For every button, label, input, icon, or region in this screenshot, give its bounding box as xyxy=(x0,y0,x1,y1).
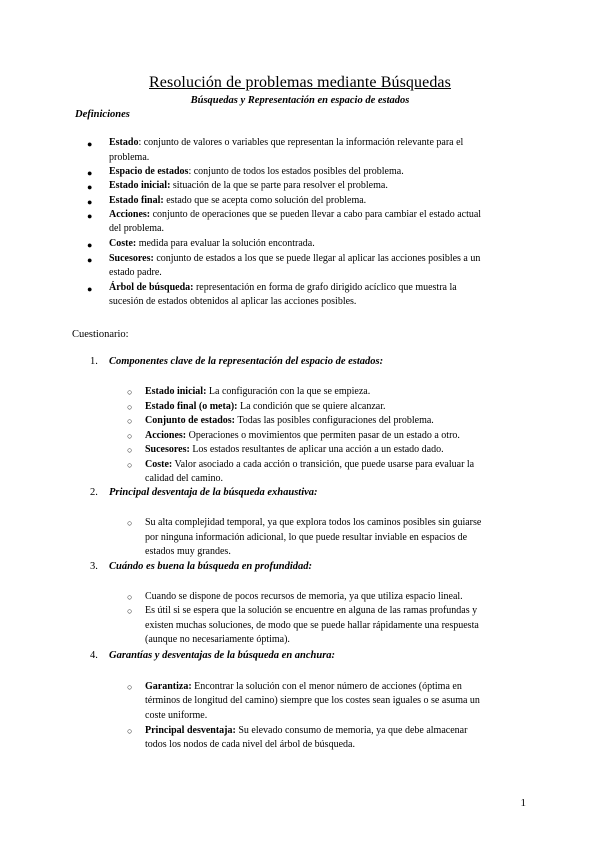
answer-text: La condición que se quiere alcanzar. xyxy=(237,401,386,412)
definition-term: Estado xyxy=(109,137,139,148)
answer-text: Operaciones o movimientos que permiten pasar de un estado a otro. xyxy=(186,430,460,441)
question-title: Garantías y desventajas de la búsqueda en anchura: xyxy=(109,650,336,661)
definition-item-coste xyxy=(109,237,315,251)
answer-term: Coste: xyxy=(145,459,173,470)
definition-item-estado-final xyxy=(109,194,366,208)
answer-line-cont: por ninguna información adicional, lo que puede resultar inviable en espacios de xyxy=(145,532,468,543)
circle-bullet-icon: ○ xyxy=(127,518,133,528)
definition-item-sucesores xyxy=(109,252,480,266)
definition-text-cont: sucesión de estados obtenidos al aplicar las acciones posibles. xyxy=(109,296,357,307)
answer-line: Es útil si se espera que la solución se encuentre en alguna de las ramas profundas y xyxy=(145,605,478,616)
answer-line: Su alta complejidad temporal, ya que explora todos los caminos posibles sin guiarse xyxy=(145,517,482,528)
document-title: Resolución de problemas mediante Búsquedas xyxy=(149,74,451,91)
definition-item-estado-inicial xyxy=(109,179,388,193)
definition-text: : conjunto de valores o variables que representan la información relevante para el xyxy=(138,137,464,148)
definitions-heading: Definiciones xyxy=(75,109,130,120)
definition-term: Estado final: xyxy=(109,195,164,206)
answer-line xyxy=(145,400,385,414)
question-number: 1. xyxy=(90,356,98,367)
answer-line-cont: estados muy grandes. xyxy=(145,546,231,557)
circle-bullet-icon: ○ xyxy=(127,416,133,426)
answer-line-cont: coste uniforme. xyxy=(145,710,208,721)
answer-term: Sucesores: xyxy=(145,444,190,455)
answer-line-cont: todos los nodos de cada nivel del árbol de búsqueda. xyxy=(145,739,355,750)
answer-line xyxy=(145,458,474,472)
definition-item-acciones xyxy=(109,208,481,222)
answer-line-cont: calidad del camino. xyxy=(145,473,224,484)
answer-line xyxy=(145,385,370,399)
bullet-icon: ● xyxy=(87,255,93,265)
answer-text: Valor asociado a cada acción o transición, que puede usarse para evaluar la xyxy=(172,459,475,470)
answer-line xyxy=(145,724,467,738)
answer-term: Estado final (o meta): xyxy=(145,401,238,412)
answer-line-cont: existen muchas soluciones, de modo que se puede hallar rápidamente una respuesta xyxy=(145,620,479,631)
question-title: Cuándo es buena la búsqueda en profundidad: xyxy=(109,561,313,572)
definition-term: Árbol de búsqueda: xyxy=(109,282,194,293)
page-number: 1 xyxy=(520,797,526,809)
definition-text: situación de la que se parte para resolver el problema. xyxy=(170,180,388,191)
definition-text: medida para evaluar la solución encontrada. xyxy=(136,238,315,249)
answer-text: Encontrar la solución con el menor número de acciones (óptima en xyxy=(191,681,462,692)
circle-bullet-icon: ○ xyxy=(127,445,133,455)
answer-line: Cuando se dispone de pocos recursos de memoria, ya que utiliza espacio lineal. xyxy=(145,591,463,602)
questionnaire-label: Cuestionario: xyxy=(72,329,129,340)
circle-bullet-icon: ○ xyxy=(127,726,133,736)
answer-line-cont: términos de longitud del camino) siempre que los costes sean iguales o se asuma un xyxy=(145,695,480,706)
circle-bullet-icon: ○ xyxy=(127,431,133,441)
definition-term: Acciones: xyxy=(109,209,151,220)
answer-text: Su elevado consumo de memoria, ya que debe almacenar xyxy=(235,725,468,736)
circle-bullet-icon: ○ xyxy=(127,402,133,412)
bullet-icon: ● xyxy=(87,211,93,221)
question-number: 3. xyxy=(90,561,98,572)
circle-bullet-icon: ○ xyxy=(127,682,133,692)
definition-text-cont: estado padre. xyxy=(109,267,162,278)
circle-bullet-icon: ○ xyxy=(127,387,133,397)
definition-text-cont: del problema. xyxy=(109,223,164,234)
answer-line xyxy=(145,414,434,428)
answer-line xyxy=(145,443,444,457)
bullet-icon: ● xyxy=(87,168,93,178)
definition-term: Coste: xyxy=(109,238,137,249)
circle-bullet-icon: ○ xyxy=(127,592,133,602)
definition-text: conjunto de estados a los que se puede llegar al aplicar las acciones posibles a un xyxy=(153,253,481,264)
definition-text-cont: problema. xyxy=(109,152,150,163)
answer-text: Todas las posibles configuraciones del problema. xyxy=(235,415,434,426)
bullet-icon: ● xyxy=(87,197,93,207)
answer-term: Conjunto de estados: xyxy=(145,415,236,426)
question-number: 2. xyxy=(90,487,98,498)
answer-text: La configuración con la que se empieza. xyxy=(206,386,371,397)
answer-line-cont: (aunque no necesariamente óptima). xyxy=(145,634,290,645)
answer-line xyxy=(145,429,460,443)
definition-term: Estado inicial: xyxy=(109,180,171,191)
definition-text: : conjunto de todos los estados posibles del problema. xyxy=(188,166,404,177)
document-subtitle: Búsquedas y Representación en espacio de estados xyxy=(190,95,410,106)
answer-term: Estado inicial: xyxy=(145,386,207,397)
definition-item-arbol xyxy=(109,281,457,295)
circle-bullet-icon: ○ xyxy=(127,460,133,470)
definition-text: conjunto de operaciones que se pueden llevar a cabo para cambiar el estado actual xyxy=(150,209,482,220)
question-number: 4. xyxy=(90,650,98,661)
bullet-icon: ● xyxy=(87,240,93,250)
circle-bullet-icon: ○ xyxy=(127,606,133,616)
question-title: Principal desventaja de la búsqueda exhaustiva: xyxy=(109,487,318,498)
answer-term: Garantiza: xyxy=(145,681,192,692)
answer-term: Acciones: xyxy=(145,430,187,441)
definition-text: representación en forma de grafo dirigido acíclico que muestra la xyxy=(193,282,457,293)
answer-text: Los estados resultantes de aplicar una acción a un estado dado. xyxy=(189,444,444,455)
definition-item-estado xyxy=(109,136,463,150)
definition-text: estado que se acepta como solución del problema. xyxy=(163,195,367,206)
bullet-icon: ● xyxy=(87,182,93,192)
definition-item-espacio xyxy=(109,165,404,179)
definition-term: Espacio de estados xyxy=(109,166,189,177)
answer-term: Principal desventaja: xyxy=(145,725,236,736)
answer-line xyxy=(145,680,462,694)
bullet-icon: ● xyxy=(87,139,93,149)
question-title: Componentes clave de la representación del espacio de estados: xyxy=(109,356,384,367)
bullet-icon: ● xyxy=(87,284,93,294)
definition-term: Sucesores: xyxy=(109,253,154,264)
